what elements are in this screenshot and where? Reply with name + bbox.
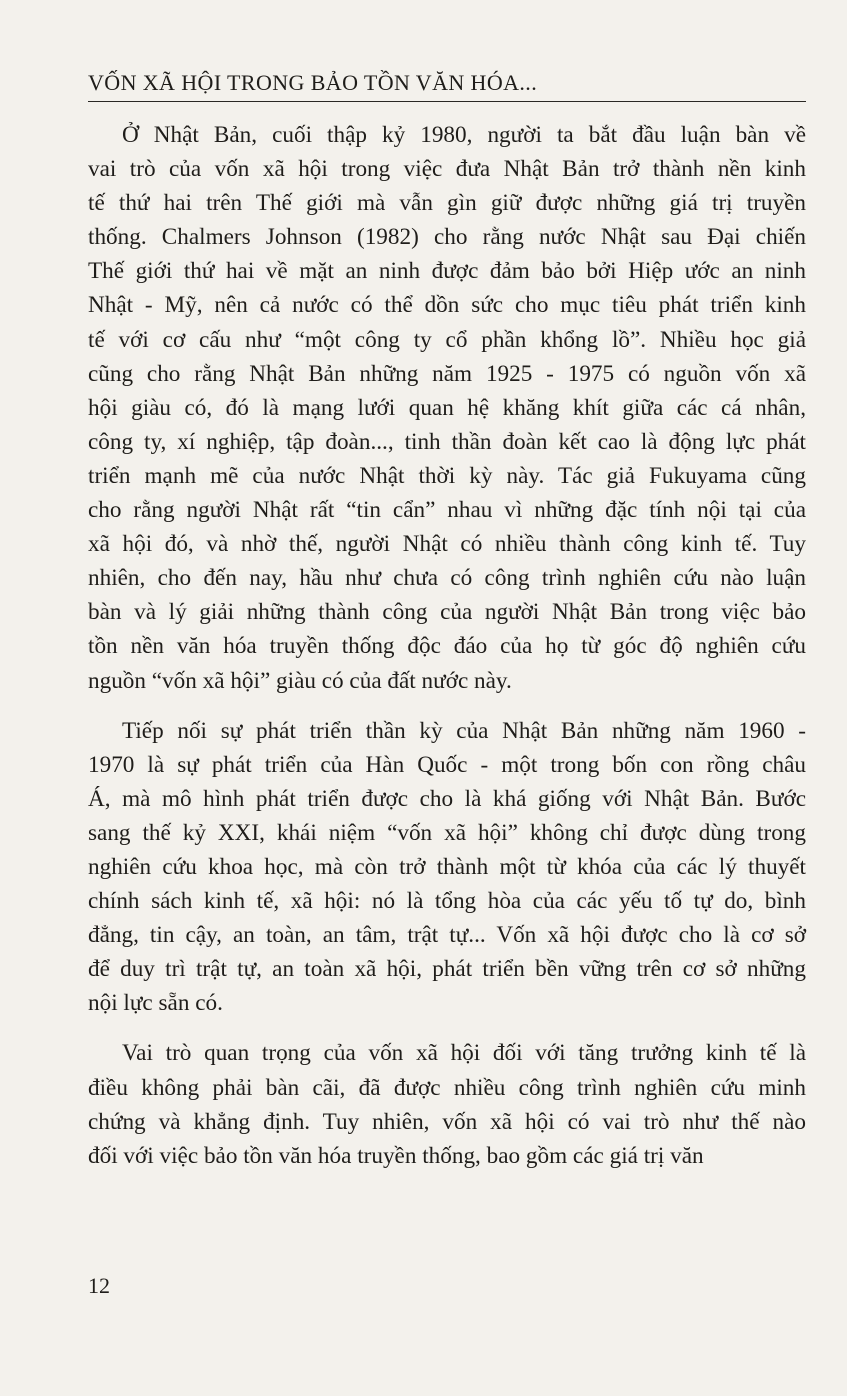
text-line: cũng cho rằng Nhật Bản những năm 1925 - 1975 có nguồn vốn xã [88, 360, 806, 387]
paragraph-1 [88, 118, 806, 698]
text-line: bàn và lý giải những thành công của người Nhật Bản trong việc bảo [88, 599, 806, 626]
text-line: Ở Nhật Bản, cuối thập kỷ 1980, người ta bắt đầu luận bàn về [122, 122, 806, 148]
text-line: nguồn “vốn xã hội” giàu có của đất nước này. [88, 667, 512, 694]
text-line: xã hội đó, và nhờ thế, người Nhật có nhiều thành công kinh tế. Tuy [88, 531, 806, 558]
paragraph-2 [88, 714, 806, 1021]
text-line: tồn nền văn hóa truyền thống độc đáo của họ từ góc độ nghiên cứu [88, 633, 806, 660]
text-line: đẳng, tin cậy, an toàn, an tâm, trật tự... Vốn xã hội được cho là cơ sở [88, 922, 806, 949]
text-line: triển mạnh mẽ của nước Nhật thời kỳ này. Tác giả Fukuyama cũng [88, 462, 806, 489]
text-line: hội giàu có, đó là mạng lưới quan hệ khăng khít giữa các cá nhân, [88, 394, 806, 421]
text-line: Vai trò quan trọng của vốn xã hội đối với tăng trưởng kinh tế là [122, 1040, 806, 1067]
header-rule [88, 101, 806, 102]
text-line: đối với việc bảo tồn văn hóa truyền thống, bao gồm các giá trị văn [88, 1142, 704, 1169]
page-number: 12 [88, 1273, 110, 1298]
text-line: Á, mà mô hình phát triển được cho là khá giống với Nhật Bản. Bước [88, 785, 806, 812]
text-line: tế thứ hai trên Thế giới mà vẫn gìn giữ được những giá trị truyền [88, 190, 806, 217]
text-line: công ty, xí nghiệp, tập đoàn..., tinh thần đoàn kết cao là động lực phát [88, 428, 806, 455]
text-line: chính sách kinh tế, xã hội: nó là tổng hòa của các yếu tố tự do, bình [88, 888, 806, 915]
text-line: để duy trì trật tự, an toàn xã hội, phát triển bền vững trên cơ sở những [88, 956, 806, 983]
page-body [88, 118, 806, 1189]
text-line: Nhật - Mỹ, nên cả nước có thể dồn sức cho mục tiêu phát triển kinh [88, 292, 806, 319]
text-line: 1970 là sự phát triển của Hàn Quốc - một trong bốn con rồng châu [88, 751, 806, 778]
text-line: sang thế kỷ XXI, khái niệm “vốn xã hội” không chỉ được dùng trong [88, 819, 806, 846]
text-line: nghiên cứu khoa học, mà còn trở thành một từ khóa của các lý thuyết [88, 853, 806, 880]
text-line: vai trò của vốn xã hội trong việc đưa Nhật Bản trở thành nền kinh [88, 156, 806, 183]
text-line: điều không phải bàn cãi, đã được nhiều công trình nghiên cứu minh [88, 1074, 806, 1101]
text-line: nhiên, cho đến nay, hầu như chưa có công trình nghiên cứu nào luận [88, 565, 806, 592]
text-line: Tiếp nối sự phát triển thần kỳ của Nhật Bản những năm 1960 - [122, 717, 806, 744]
text-line: tế với cơ cấu như “một công ty cổ phần khổng lồ”. Nhiều học giả [88, 326, 806, 353]
text-line: thống. Chalmers Johnson (1982) cho rằng nước Nhật sau Đại chiến [88, 224, 806, 251]
text-line: nội lực sẵn có. [88, 990, 223, 1017]
text-line: Thế giới thứ hai về mặt an ninh được đảm bảo bởi Hiệp ước an ninh [88, 258, 806, 285]
text-line: cho rằng người Nhật rất “tin cẩn” nhau vì những đặc tính nội tại của [88, 497, 806, 524]
text-line: chứng và khẳng định. Tuy nhiên, vốn xã hội có vai trò như thế nào [88, 1108, 806, 1135]
running-header: VỐN XÃ HỘI TRONG BẢO TỒN VĂN HÓA... [88, 70, 538, 95]
paragraph-3 [88, 1036, 806, 1172]
